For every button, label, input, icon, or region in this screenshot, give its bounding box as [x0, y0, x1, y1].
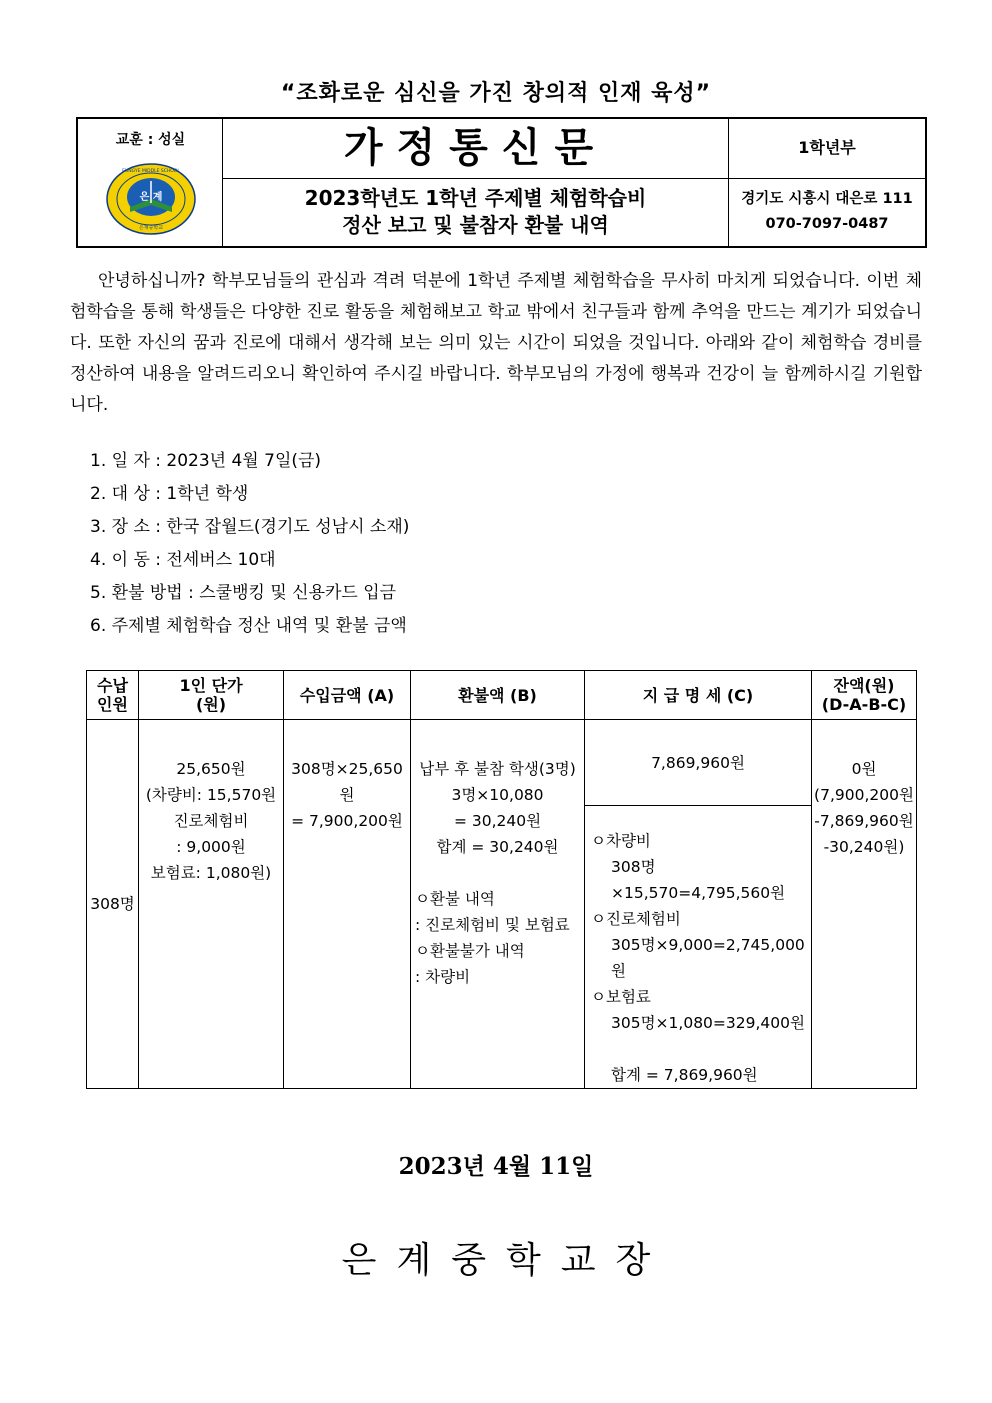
emblem-center-text: 은 계: [139, 192, 163, 203]
header-count: 수납 인원: [87, 671, 139, 720]
school-contact: [729, 179, 925, 246]
list-item-place: 3. 장 소 : 한국 잡월드(경기도 성남시 소재): [90, 517, 410, 537]
cell-income: 308명×25,650원 = 7,900,200원: [284, 720, 411, 1089]
cell-refund: 납부 후 불참 학생(3명) 3명×10,080 = 30,240원 합계 = 30,240원 ㅇ환불 내역 : 진로체험비 및 보험료 ㅇ환불불가 내역 : 차량비: [411, 720, 585, 1089]
header-unit-price: 1인 단가 (원): [139, 671, 284, 720]
list-item-transport: 4. 이 동 : 전세버스 10대: [90, 550, 276, 570]
header-payment: 지 급 명 세 (C): [585, 671, 812, 720]
emblem-bottom-text: 은계중학교: [138, 225, 164, 231]
header-balance: 잔액(원) (D-A-B-C): [812, 671, 917, 720]
school-phone: 070-7097-0487: [765, 216, 889, 232]
cell-unit-price: 25,650원 (차량비: 15,570원 진로체험비 : 9,000원 보험료: 1,080원): [139, 720, 284, 1089]
list-item-target: 2. 대 상 : 1학년 학생: [90, 484, 249, 504]
table-row: [87, 720, 917, 806]
motto: “조화로운 심신을 가진 창의적 인재 육성”: [280, 81, 712, 106]
cell-payment-total: 7,869,960원: [585, 720, 812, 806]
subtitle-line-2: 정산 보고 및 불참자 환불 내역: [342, 213, 609, 237]
list-item-date: 1. 일 자 : 2023년 4월 7일(금): [90, 451, 322, 471]
subtitle-line-1: 2023학년도 1학년 주제별 체험학습비: [304, 186, 647, 210]
school-address: 경기도 시흥시 대은로 111: [741, 191, 913, 207]
info-list: [90, 448, 910, 646]
principal-signature: 은계중학교장: [341, 1240, 671, 1281]
document-title: 가정통신문: [223, 119, 729, 179]
school-motto-box: [78, 119, 223, 246]
header-refund: 환불액 (B): [411, 671, 585, 720]
school-emblem-icon: [106, 163, 196, 235]
letter-header: [76, 117, 927, 248]
list-item-refund-method: 5. 환불 방법 : 스쿨뱅킹 및 신용카드 입금: [90, 583, 397, 603]
list-item-settlement: 6. 주제별 체험학습 정산 내역 및 환불 금액: [90, 616, 407, 636]
cell-balance: 0원 (7,900,200원 -7,869,960원 -30,240원): [812, 720, 917, 1089]
settlement-table: [86, 670, 917, 1089]
intro-paragraph: 안녕하십니까? 학부모님들의 관심과 격려 덕분에 1학년 주제별 체험학습을 무사히 마치게 되었습니다. 이번 체험학습을 통해 학생들은 다양한 진로 활동을 체험해보고 학교 밖에서 친구들과 함께 추억을 만드는 계기가 되었습니다. 또한 자신의 꿈과 진로에 대해서 생각해 보는 의미 있는 시간이 되었을 것입니다. 아래와 같이 체험학습 경비를 정산하여 내용을 알려드리오니 확인하여 주시길 바랍니다. 학부모님의 가정에 행복과 건강이 늘 함께하시길 기원합니다.: [70, 271, 922, 415]
header-income: 수입금액 (A): [284, 671, 411, 720]
emblem-ring-text: EUNGYE MIDDLE SCHOOL: [122, 169, 180, 174]
issue-date: 2023년 4월 11일: [398, 1153, 594, 1180]
school-motto: 교훈 : 성실: [115, 132, 186, 148]
department: 1학년부: [729, 119, 925, 179]
table-header-row: [87, 671, 917, 720]
cell-payment-detail: ㅇ차량비 308명×15,570=4,795,560원 ㅇ진로체험비 305명×9,000=2,745,000원 ㅇ보험료 305명×1,080=329,400원 합계 = 7,869,960원: [585, 806, 812, 1089]
cell-count: 308명: [87, 720, 139, 1089]
document-subtitle: [223, 179, 729, 246]
